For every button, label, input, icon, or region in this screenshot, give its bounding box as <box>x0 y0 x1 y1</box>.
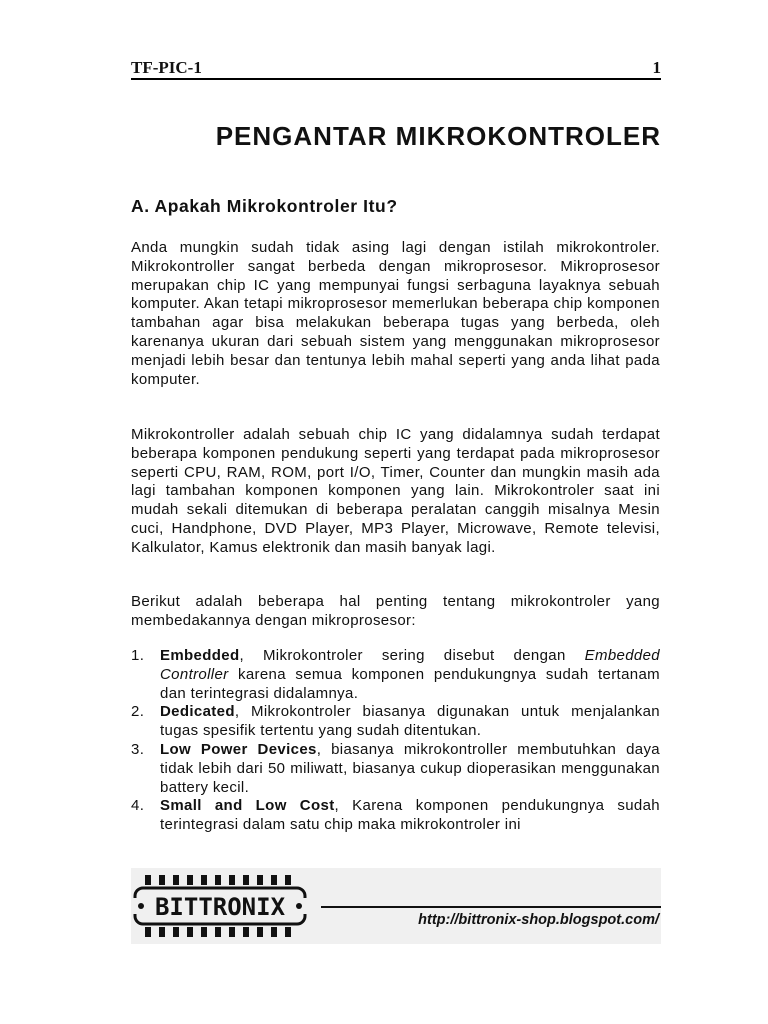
list-item <box>131 741 660 797</box>
list-text: , Mikrokontroler biasanya digunakan untuk menjalankan tugas spesifik tertentu yang sudah ditentukan. <box>160 703 660 740</box>
paragraph-definition: Mikrokontroller adalah sebuah chip IC yang didalamnya sudah terdapat beberapa komponen pendukung seperti yang terdapat pada mikroprosesor seperti CPU, RAM, ROM, port I/O, Timer, Counter dan mungkin masih ada lagi tambahan komponen komponen yang lain. Mikrokontroler saat ini mudah sekali ditemukan di beberapa peralatan canggih misalnya Mesin cuci, Handphone, DVD Player, MP3 Player, Microwave, Remote televisi, Kalkulator, Kamus elektronik dan masih banyak lagi. <box>131 426 660 556</box>
list-number: 1. <box>131 647 145 664</box>
list-term: Small and Low Cost <box>160 797 335 815</box>
page-footer <box>131 868 661 944</box>
section-heading: A. Apakah Mikrokontroler Itu? <box>131 196 398 216</box>
list-item <box>131 797 660 835</box>
paragraph-list-intro: Berikut adalah beberapa hal penting tentang mikrokontroler yang membedakannya dengan mikroprosesor: <box>131 593 660 629</box>
list-term: Low Power Devices <box>160 740 317 758</box>
bittronix-logo <box>131 874 311 938</box>
list-text: , Karena komponen pendukungnya sudah terintegrasi dalam satu chip maka mikrokontroler ini <box>160 797 660 834</box>
page-header <box>131 58 661 80</box>
list-text: , Mikrokontroler sering disebut dengan <box>239 647 585 664</box>
list-item <box>131 703 660 741</box>
list-item <box>131 647 660 703</box>
list-number: 4. <box>131 797 145 815</box>
feature-list <box>131 647 660 835</box>
list-text: karena semua komponen pendukungnya sudah tertanam dan terintegrasi didalamnya. <box>160 665 660 702</box>
paragraph-intro: Anda mungkin sudah tidak asing lagi dengan istilah mikrokontroler. Mikrokontroller sangat berbeda dengan mikroprosesor. Mikroprosesor merupakan chip IC yang mempunyai fungsi serbaguna layaknya sebuah komputer. Akan tetapi mikroprosesor memerlukan beberapa chip komponen tambahan agar bisa melakukan beberapa tugas yang berbeda, oleh karenanya ukuran dari sebuah sistem yang menggunakan mikroprosesor menjadi lebih besar dan tentunya lebih mahal seperti yang anda lihat pada komputer. <box>131 239 660 388</box>
list-number: 2. <box>131 703 145 721</box>
page-title: PENGANTAR MIKROKONTROLER <box>215 121 661 151</box>
list-text: , biasanya mikrokontroller membutuhkan daya tidak lebih dari 50 miliwatt, biasanya cukup dioperasikan menggunakan battery kecil. <box>160 740 660 796</box>
list-term: Dedicated <box>160 703 235 721</box>
list-emphasis: Embedded Controller <box>160 647 660 683</box>
footer-divider <box>321 906 661 908</box>
list-term: Embedded <box>160 647 240 664</box>
list-number: 3. <box>131 740 145 758</box>
document-id: TF-PIC-1 <box>131 58 202 77</box>
svg-text:BITTRONIX: BITTRONIX <box>154 893 286 921</box>
footer-url[interactable]: http://bittronix-shop.blogspot.com/ <box>418 912 659 928</box>
page-number: 1 <box>652 58 661 77</box>
